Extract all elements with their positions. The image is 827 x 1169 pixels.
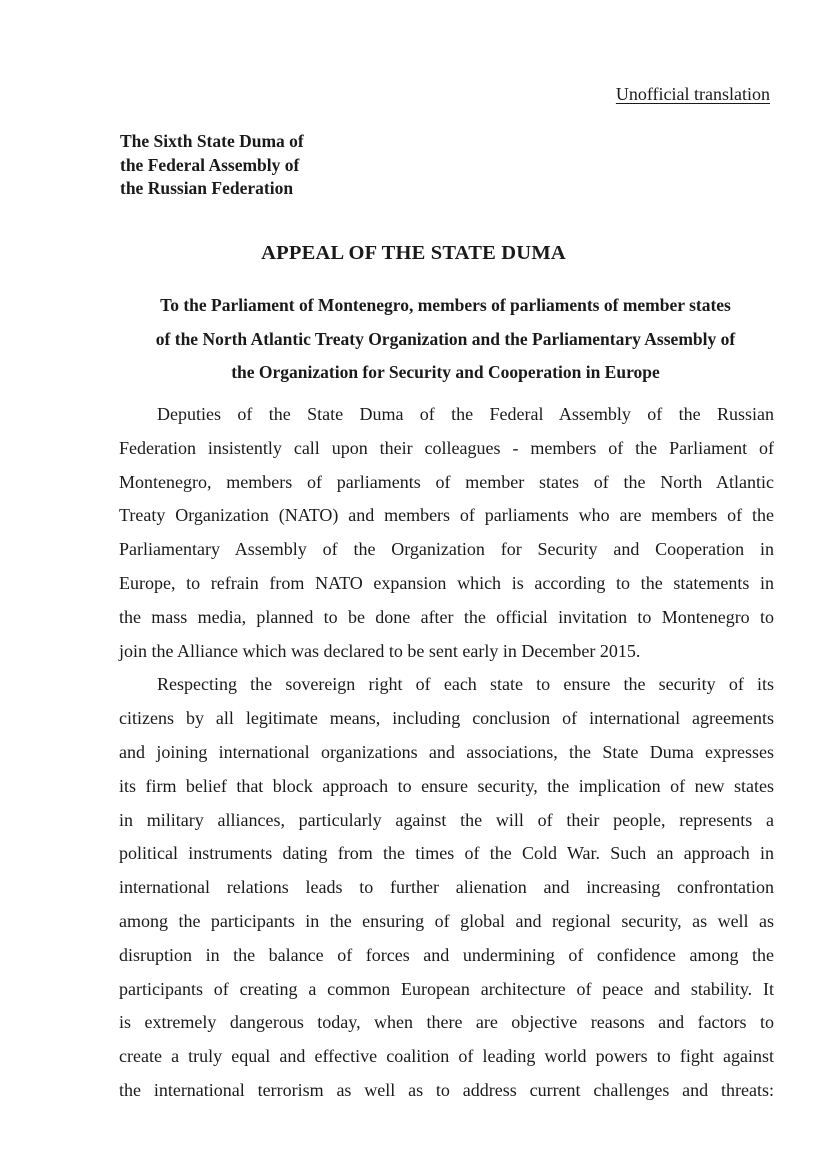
text-line: the international terrorism as well as to address current challenges and threats:	[119, 1079, 774, 1100]
text-line: Treaty Organization (NATO) and members of parliaments who are members of the	[119, 505, 774, 526]
addressee-line: To the Parliament of Montenegro, members of parliaments of member states	[160, 295, 731, 315]
text-line: the mass media, planned to be done after the official invitation to Montenegro to	[119, 606, 774, 627]
text-line: among the participants in the ensuring of global and regional security, as well as	[119, 910, 774, 931]
addressee-line: of the North Atlantic Treaty Organization and the Parliamentary Assembly of	[155, 328, 736, 349]
sender-line: the Russian Federation	[120, 178, 294, 198]
text-line: Deputies of the State Duma of the Federal Assembly of the Russian	[157, 404, 774, 424]
text-line: participants of creating a common European architecture of peace and stability. It	[119, 978, 774, 999]
paragraph-2	[119, 668, 774, 1107]
text-line: Federation insistently call upon their colleagues - members of the Parliament of	[119, 437, 774, 458]
text-line: Europe, to refrain from NATO expansion which is according to the statements in	[119, 572, 774, 593]
addressee-block	[118, 289, 773, 390]
text-line: Montenegro, members of parliaments of member states of the North Atlantic	[119, 471, 774, 492]
sender-line: the Federal Assembly of	[120, 154, 300, 175]
sender-line: The Sixth State Duma of	[120, 131, 304, 151]
text-line: in military alliances, particularly against the will of their people, represents a	[119, 809, 774, 830]
translation-note: Unofficial translation	[615, 84, 770, 104]
text-line: and joining international organizations and associations, the State Duma expresses	[119, 741, 774, 762]
paragraph-1	[119, 398, 774, 668]
text-line: is extremely dangerous today, when there are objective reasons and factors to	[119, 1012, 774, 1033]
text-line: join the Alliance which was declared to be sent early in December 2015.	[119, 640, 641, 661]
text-line: Parliamentary Assembly of the Organization for Security and Cooperation in	[119, 539, 774, 560]
text-line: its firm belief that block approach to ensure security, the implication of new states	[119, 775, 774, 796]
body-text	[119, 398, 774, 1108]
text-line: disruption in the balance of forces and undermining of confidence among the	[119, 944, 774, 965]
text-line: citizens by all legitimate means, including conclusion of international agreements	[119, 708, 774, 729]
sender-block	[120, 130, 304, 201]
text-line: create a truly equal and effective coalition of leading world powers to fight against	[119, 1046, 774, 1067]
document-title: APPEAL OF THE STATE DUMA	[261, 242, 566, 264]
text-line: Respecting the sovereign right of each state to ensure the security of its	[157, 674, 774, 695]
addressee-line: the Organization for Security and Cooperation in Europe	[231, 362, 660, 382]
text-line: political instruments dating from the times of the Cold War. Such an approach in	[119, 843, 774, 864]
text-line: international relations leads to further alienation and increasing confrontation	[119, 877, 774, 898]
